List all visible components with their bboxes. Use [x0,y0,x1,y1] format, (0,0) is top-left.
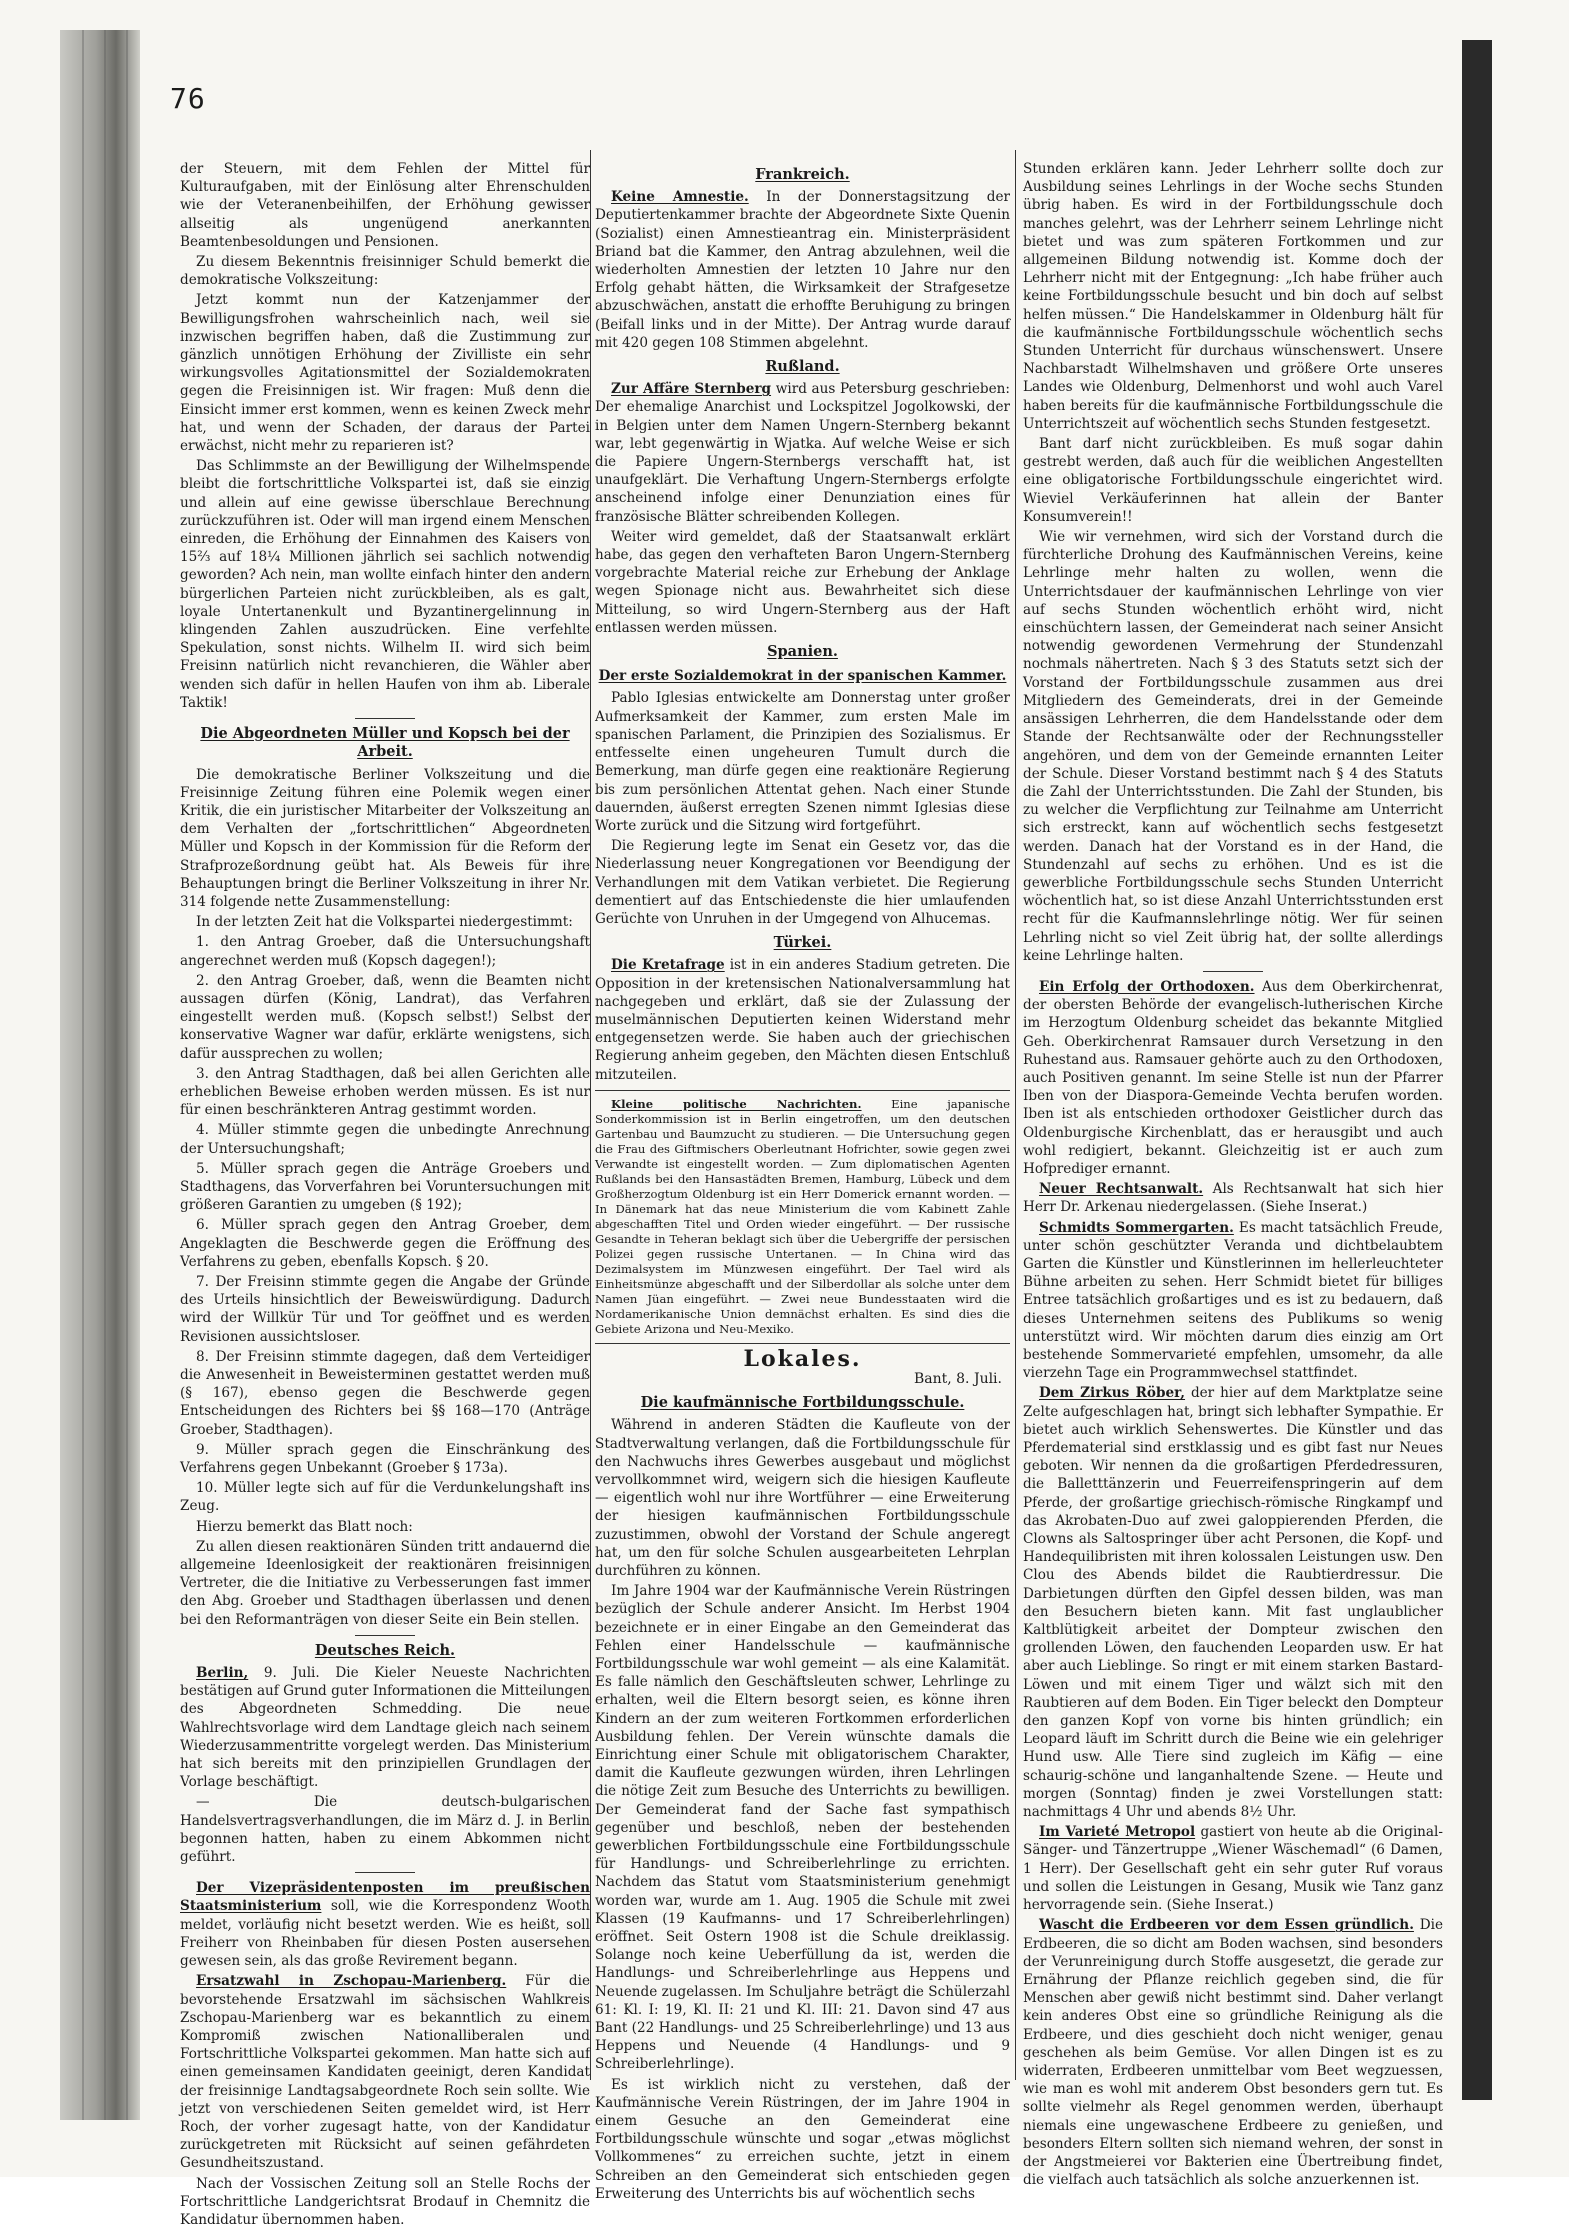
article-heading: Die kaufmännische Fortbildungsschule. [640,1394,965,1412]
section-heading: Türkei. [773,934,832,952]
page-edge-shadow [1462,40,1492,2100]
paragraph [595,956,1010,1083]
list-item: 4. Müller stimmte gegen die unbedingte Anrechnung der Untersuchungshaft; [180,1122,590,1157]
section-heading: Rußland. [765,358,840,376]
item-heading: Ersatzwahl in Zschopau-Marienberg. [196,1973,507,1990]
section-heading: Spanien. [767,643,838,661]
separator [1203,971,1263,972]
paragraph: Es ist wirklich nicht zu verstehen, daß der Kaufmännische Verein Rüstringen, der im Jahre 1904 in einem Gesuche an den Gemeinderat eine Fortbildungsschule wünschte und sogar „etwas möglichst Vollkommenes“ zu erreichen suchte, jetzt in einem Schreiben an den Gemeinderat sich entschieden gegen Erweiterung des Unterrichts bis auf wöchentlich sechs [595,2076,1010,2202]
paragraph-text: soll, wie die Korrespondenz Wooth meldet, vorläufig nicht besetzt werden. Wie es heißt, soll Freiherr von Rheinbaben für diesen Posten ausersehen gewesen sein, als das große Revirement begann. [180,1898,590,1970]
paragraph [595,1097,1010,1337]
paragraph [180,1664,590,1791]
paragraph-text: Die Erdbeeren, die so dicht am Boden wachsen, sind besonders der Verunreinigung durch Stoffe ausgesetzt, die gerade zur Ernährung der Pflanze reichlich gegeben sind, die für Menschen aber gewiß nicht bestimmt sind. Daher verlangt kein anderes Obst eine so gründliche Reinigung als die Erdbeere, und dies geschieht doch nicht weniger, genau geschehen als beim Gemüse. Vor allen Dingen ist es zu widerraten, Erdbeeren unmittelbar vom Beet wegzuessen, wie man es wohl mit anderem Obst besonders gern tut. Es sollte vielmehr als Regel genommen werden, überhaupt niemals eine ungewaschene Erdbeere zu genießen, und besonders Eltern sollten sich niemand wehren, der sonst in der Angstmeierei vor Bakterien eine Übertreibung findet, die vielfach auch tatsächlich als solche anzuerkennen ist. [1023,1917,1444,2189]
separator [595,1343,1010,1344]
paragraph: In der letzten Zeit hat die Volkspartei niedergestimmt: [196,914,573,931]
paragraph-text: der hier auf dem Marktplatze seine Zelte aufgeschlagen hat, bringt sich lebhafter Sympathie. Er bietet auch wirklich Sehenswertes. Die Künstler und das Pferdematerial sind erstklassig und es gibt fast nur Neues geboten. Wir nennen da die großartigen Pferdedressuren, die Balletttänzerin und Feuerreifenspringerin auf dem Pferde, der großartige griechisch-römische Ringkampf und das Akrobaten-Duo auf zwei galoppierenden Pferden, die Clowns als Saltospringer über acht Personen, die Kopf- und Handequilibristen mit ihren kolossalen Leistungen usw. Den Clou des Abends bildet die Raubtierdressur. Die Darbietungen dürften den Gipfel dessen bilden, was man den Besuchern bieten kann. Mit fast unglaublicher Kaltblütigkeit arbeitet der Dompteur zwischen den grollenden Löwen, den fauchenden Leoparden usw. Er hat aber auch Lieblinge. So ringt er mit einem starken Bastard-Löwen und mit einem Tiger und wälzt sich mit den Raubtieren auf dem Boden. Ein Tiger beleckt den Dompteur den ganzen Kopf von vorne bis hinten gründlich; ein Leopard läuft im Schritt durch die Beine wie ein gelehriger Hund usw. Alle Tiere sind zugleich im Käfig — eine schaurig-schöne und langanhaltende Szene. — Heute und morgen (Sonntag) finden je zwei Vorstellungen statt: nachmittags 4 Uhr und abends 8½ Uhr. [1023,1385,1443,1821]
article-subheading: Der erste Sozialdemokrat in der spanischen Kammer. [598,668,1007,685]
item-heading: Schmidts Sommergarten. [1039,1219,1234,1236]
item-heading: Zur Affäre Sternberg [611,381,772,398]
place-name: Berlin, [196,1665,249,1682]
paragraph [1023,1823,1443,1914]
paragraph: Weiter wird gemeldet, daß der Staatsanwalt erklärt habe, das gegen den verhafteten Baron Ungern-Sternberg vorgebrachte Material reiche zur Erhebung der Anklage wegen Spionage nicht aus. Bewahrheitet sich diese Mitteilung, so wird Ungern-Sternberg aus der Haft entlassen werden müssen. [595,528,1010,636]
paragraph: Wie wir vernehmen, wird sich der Vorstand durch die fürchterliche Drohung des Kaufmännischen Vereins, keine Lehrlinge mehr halten zu wollen, wenn die Unterrichtsdauer der kaufmännischen Lehrlinge von vier auf sechs Stunden wöchentlich erhöht wird, nicht einschüchtern lassen, der Gemeinderat nach seiner Ansicht notwendig gewordenen Vermehrung der Stundenzahl nochmals nähertreten. Nach § 3 des Statuts setzt sich der Vorstand der Fortbildungsschule zusammen aus drei Mitgliedern des Gemeinderats, drei in der Gemeinde ansässigen Lehrherren, die dem Handelsstande oder dem Stande der Rechtsanwälte oder der Rechnungssteller angehören, und dem von der Gemeinde ernannten Leiter der Schule. Dieser Vorstand bestimmt nach § 4 des Statuts die Zahl der Unterrichtsstunden. Die Zahl der Stunden, bis zu welcher die Verpflichtung zur Teilnahme am Unterricht sich erstreckt, kann auf wöchentlich sechs festgesetzt werden. Danach hat der Vorstand es in der Hand, die Stundenzahl auf sechs zu erhöhen. Und es ist die gewerbliche Fortbildungsschule sechs Stunden Unterricht wöchentlich hat, so ist diese Anzahl Unterrichtsstunden erst recht für die Kaufmannslehrlinge nötig. Wer für seinen Lehrling nicht so viel Zeit übrig hat, der sollte allerdings keine Lehrlinge halten. [1023,529,1443,964]
separator [355,718,415,719]
paragraph-text: 9. Juli. Die Kieler Neueste Nachrichten bestätigen auf Grund guter Informationen die Mitteilungen des Abgeordneten Schmedding. Die neue Wahlrechtsvorlage wird dem Landtage gleich nach seinem Wiederzusammentritte vorgelegt werden. Das Ministerium hat sich bereits mit den prinzipiellen Grundlagen der Vorlage beschäftigt. [180,1665,591,1791]
paragraph-text: Es macht tatsächlich Freude, unter schön geschützter Veranda und dichtbelaubtem Garten die Künstler und Künstlerinnen im hellerleuchteter Bühne arbeiten zu sehen. Herr Schmidt bietet für billiges Entree tatsächlich großartiges und es ist zu bedauern, daß dieses Unternehmen seitens des Publikums so wenig unterstützt wird. Wir möchten darum dies einzig am Ort bestehende Sommervarieté empfehlen, umsomehr, da alle vierzehn Tage ein Programmwechsel stattfindet. [1023,1219,1443,1382]
list-item: 3. den Antrag Stadthagen, daß bei allen Gerichten alle erheblichen Beweise erhoben werden müssen. Es ist nur für einen beschränkteren Antrag gestimmt worden. [180,1065,590,1119]
paragraph: Die demokratische Berliner Volkszeitung und die Freisinnige Zeitung führen eine Polemik wegen einer Kritik, die ein juristischer Mitarbeiter der Volkszeitung an dem Verhalten der „fortschrittlichen“ Abgeordneten Müller und Kopsch in der Kommission für die Reform der Strafprozeßordnung geübt hat. Als Beweis für ihre Behauptungen bringt die Berliner Volkszeitung in ihrer Nr. 314 folgende nette Zusammenstellung: [180,766,590,910]
paragraph: der Steuern, mit dem Fehlen der Mittel für Kulturaufgaben, mit der Einlösung alter Ehrenschulden wie der Veteranenbeihilfen, der Erhöhung gewisser allseitig als ungenügend anerkannten Beamtenbesoldungen und Pensionen. [180,161,590,250]
column-3 [1023,160,1444,2189]
column-rule [1015,150,1016,2080]
section-heading: Lokales. [743,1345,862,1372]
separator [355,1635,415,1636]
paragraph: Bant darf nicht zurückbleiben. Es muß sogar dahin gestrebt werden, daß auch für die weiblichen Angestellten eine obligatorische Fortbildungsschule eingerichtet wird. Wieviel Verkäuferinnen hat allein der Banter Konsumverein!! [1023,436,1443,525]
column-1 [180,160,591,2228]
item-heading: Ein Erfolg der Orthodoxen. [1039,978,1255,995]
article-heading: Die Abgeordneten Müller und Kopsch bei der Arbeit. [200,725,570,761]
item-heading: Kleine politische Nachrichten. [611,1096,862,1111]
paragraph-text: gastiert von heute ab die Original-Sänger- und Tänzertruppe „Wiener Wäschemadl“ (6 Damen, 1 Herr). Der Gesellschaft geht ein sehr guter Ruf voraus und sollen die Leistungen in Gesang, Musik wie Tanz ganz hervorragende sein. (Siehe Inserat.) [1023,1824,1443,1914]
separator [355,1872,415,1873]
item-heading: Keine Amnestie. [611,189,749,206]
paragraph [1023,1384,1443,1821]
book-binding [60,30,140,2120]
paragraph-text: Für die bevorstehende Ersatzwahl im sächsischen Wahlkreis Zschopau-Marienberg war es bekanntlich zu einem Kompromiß zwischen Nationalliberalen und Fortschrittliche Volkspartei gekommen. Man hatte sich auf einen gemeinsamen Kandidaten geeinigt, deren Kandidat der freisinnige Landtagsabgeordnete Roch sein sollte. Wie jetzt von verschiedenen Seiten gemeldet wird, ist Herr Roch, der vorher zugesagt hatte, von der Kandidatur zurückgetreten mit Rücksicht auf seinen gefährdeten Gesundheitszustand. [180,1973,590,2172]
list-item: 6. Müller sprach gegen den Antrag Groeber, dem Angeklagten die Beschwerde gegen die Eröffnung des Verfahrens zu geben, ebenfalls Kopsch. § 20. [180,1217,590,1270]
list-item: 5. Müller sprach gegen die Anträge Groebers und Stadthagens, das Vorverfahren bei Voruntersuchungen mit größeren Garantien zu umgeben (§ 192); [180,1160,590,1214]
paragraph: Stunden erklären kann. Jeder Lehrherr sollte doch zur Ausbildung seines Lehrlings in der Woche sechs Stunden übrig haben. Es wird in der Fortbildungsschule doch manches gelehrt, was der Lehrherr seinem Lehrlinge nicht bietet und was zum späteren Fortkommen und zur allgemeinen Bildung notwendig ist. Komme doch der Lehrherr nicht mit der Entgegnung: „Ich habe früher auch keine Fortbildungsschule besucht und bin doch auf selbst helfen müssen.“ Die Handelskammer in Oldenburg hält für die kaufmännische Fortbildungsschule wöchentlich sechs Stunden Unterricht für durchaus wünschenswert. Unsere Nachbarstadt Wilhelmshaven und größere Orte unseres Landes wie Oldenburg, Delmenhorst und wohl auch Varel haben bereits für die kaufmännische Fortbildungsschule die Unterrichtszeit auf wöchentlich sechs Stunden festgesetzt. [1023,161,1443,432]
paragraph [1023,1916,1443,2189]
paragraph-text: Als Rechtsanwalt hat sich hier Herr Dr. Arkenau niedergelassen. (Siehe Inserat.) [1023,1181,1443,1216]
item-heading: Im Varieté Metropol [1039,1824,1196,1841]
list-item: 10. Müller legte sich auf für die Verdunkelungshaft ins Zeug. [180,1480,590,1515]
paragraph-text: ist in ein anderes Stadium getreten. Die Opposition in der kretensischen Nationalversammlung hat nachgegeben und erklärt, daß sie der Zulassung der muselmännischen Deputierten keinen Widerstand mehr entgegensetzen werde. Sie haben auch der griechischen Regierung anheim gegeben, den Mächten diesen Entschluß mitzuteilen. [595,957,1010,1083]
list-item: 9. Müller sprach gegen die Einschränkung des Verfahrens gegen Unbekannt (Groeber § 173a). [180,1441,590,1477]
list-item: 2. den Antrag Groeber, daß, wenn die Beamten nicht aussagen dürfen (König, Landrat), das Verfahren eingestellt werden muß. (Kopsch selbst!) Selbst der konservative Wagner war dafür, erklärte wenigstens, sich dafür aussprechen zu wollen; [180,972,590,1062]
paragraph [595,188,1010,352]
paragraph: Hierzu bemerkt das Blatt noch: [196,1518,413,1535]
separator [595,1090,1010,1091]
section-heading: Frankreich. [755,166,850,183]
item-heading: Wascht die Erdbeeren vor dem Essen gründlich. [1039,1917,1414,1934]
paragraph-text: wird aus Petersburg geschrieben: Der ehemalige Anarchist und Lockspitzel Jogolkowski, der in Belgien unter dem Namen Ungern-Sternberg bekannt war, lebt gegenwärtig in Wjatka. Auf welche Weise er sich die Papiere Ungern-Sternbergs verschafft hat, ist unaufgeklärt. Die Verhaftung Ungern-Sternbergs erfolgte anscheinend infolge einer Denunziation eines für französische Blätter schreibenden Kollegen. [595,381,1010,525]
paragraph [595,380,1010,526]
paragraph: — Die deutsch-bulgarischen Handelsvertragsverhandlungen, die im März d. J. in Berlin begonnen hatten, haben zu einem Abkommen nicht geführt. [180,1794,590,1866]
list-item: 8. Der Freisinn stimmte dagegen, daß dem Verteidiger die Anwesenheit in Beweisterminen gestattet werden muß (§ 167), ebenso gegen die Beschwerde gegen Entscheidungen des Richters bei §§ 168—170 (Anträge Groeber, Stadthagen). [180,1348,590,1438]
list-item: 7. Der Freisinn stimmte gegen die Angabe der Gründe des Urteils hinsichtlich der Beweiswürdigung. Dadurch wird der Willkür Tür und Tor geöffnet und es werden Revisionen aussichtsloser. [180,1273,590,1345]
paragraph: Jetzt kommt nun der Katzenjammer der Bewilligungsfrohen wahrscheinlich nach, weil sie inzwischen begriffen haben, daß die Zustimmung zur gänzlich unnötigen Erhöhung der Zivilliste ein sehr wirkungsvolles Agitationsmittel der Sozialdemokraten gegen die Freisinnigen ist. Wir fragen: Muß denn die Einsicht immer erst kommen, wenn es keinen Zweck mehr hat, und wenn der Schaden, der daraus der Partei erwächst, nicht mehr zu reparieren ist? [180,292,590,455]
paragraph: Die Regierung legte im Senat ein Gesetz vor, das die Niederlassung neuer Kongregationen vor Beendigung der Verhandlungen mit dem Vatikan verbietet. Die Regierung dementiert auf das Entschiedenste die hier umlaufenden Gerüchte von Unruhen in der Umgegend von Alhucemas. [595,838,1010,927]
paragraph-text: Aus dem Oberkirchenrat, der obersten Behörde der evangelisch-lutherischen Kirche im Herzogtum Oldenburg scheidet das bekannte Mitglied Geh. Oberkirchenrat Ramsauer durch Versetzung in den Ruhestand aus. Ramsauer gehörte auch zu den Orthodoxen, auch Positiven genannt. Im seine Stelle ist nun der Pfarrer Iben von der Diaspora-Gemeinde Vechta berufen worden. Iben ist als entschieden orthodoxer Geistlicher durch das Oldenburgische Kirchenblatt, das er herausgibt und auch wohl redigiert, bekannt. Gleichzeitig ist er auch zum Hofprediger ernannt. [1023,978,1444,1177]
list-item: 1. den Antrag Groeber, daß die Untersuchungshaft angerechnet werden muß (Kopsch dagegen!); [180,934,590,969]
dateline: Bant, 8. Juli. [913,1370,1002,1387]
item-heading: Dem Zirkus Röber, [1039,1385,1186,1402]
column-2 [595,160,1010,2202]
item-heading: Die Kretafrage [611,957,725,974]
paragraph [180,1972,590,2172]
paragraph [1023,978,1443,1178]
paragraph [180,1879,590,1970]
paragraph-text: In der Donnerstagsitzung der Deputiertenkammer brachte der Abgeordnete Sixte Quenin (Sozialist) einen Amnestieantrag ein. Ministerpräsident Briand bat die Kammer, den Antrag abzulehnen, weil die wiederholten Amnestien der letzten 10 Jahre nur den Erfolg gehabt hätten, die Wirksamkeit der Strafgesetze abzuschwächen, anstatt die erhoffte Beruhigung zu bringen (Beifall links und in der Mitte). Der Antrag wurde darauf mit 420 gegen 108 Stimmen abgelehnt. [595,189,1010,351]
paragraph: Pablo Iglesias entwickelte am Donnerstag unter großer Aufmerksamkeit der Kammer, zum ersten Male im spanischen Parlament, die Prinzipien des Sozialismus. Er entfesselte einen ungeheuren Tumult durch die Bemerkung, man dürfe gegen eine reaktionäre Regierung bis zum persönlichen Attentat gehen. Nach einer Stunde dauernden, äußerst erregten Szenen nimmt Iglesias diese Worte zurück und die Sitzung wird fortgeführt. [595,690,1010,834]
paragraph [1023,1180,1443,1216]
paragraph: Zu allen diesen reaktionären Sünden tritt andauernd die allgemeine Ideenlosigkeit der reaktionären freisinnigen Vertreter, die die Initiative zu Verbesserungen fast immer den Abg. Groeber und Stadthagen überlassen und denen bei den Reformanträgen von dieser Seite ein Bein stellen. [180,1538,590,1628]
paragraph: Im Jahre 1904 war der Kaufmännische Verein Rüstringen bezüglich der Schule anderer Ansicht. Im Herbst 1904 bezeichnete er in einer Eingabe an den Gemeinderat das Fehlen einer Handelsschule — kaufmännische Fortbildungsschule war wohl gemeint — als eine Kalamität. Es falle nämlich den Geschäftsleuten schwer, Lehrlinge zu erhalten, weil die Eltern besorgt seien, es könne ihren Kindern an der zum weiteren Fortkommen erforderlichen Ausbildung fehlen. Der Verein wünschte damals die Einrichtung einer Schule mit obligatorischem Charakter, damit die Kaufleute gezwungen würden, ihren Lehrlingen die nötige Zeit zum Besuche des Unterrichts zu bewilligen. Der Gemeinderat fand der Sache fast sympathisch gegenüber und beschloß, neben der bestehenden gewerblichen Fortbildungsschule eine Fortbildungsschule für Handlungs- und Schreiberlehrlinge zu errichten. Nachdem das Statut vom Staatsministerium genehmigt worden war, wurde am 1. Aug. 1905 die Schule mit zwei Klassen (19 Kaufmanns- und 17 Schreiberlehrlingen) eröffnet. Seit Ostern 1908 ist die Schule dreiklassig. Solange noch keine Ueberfüllung da ist, werden die Handlungs- und Schreiberlehrlinge aus Heppens und Neuende zugelassen. Im Schuljahre beträgt die Schülerzahl 61: Kl. I: 19, Kl. II: 21 und Kl. III: 21. Davon sind 47 aus Bant (22 Handlungs- und 25 Schreiberlehrlinge) und 13 aus Heppens und Neuende (4 Handlungs- und 9 Schreiberlehrlinge). [595,1583,1010,2073]
item-heading: Neuer Rechtsanwalt. [1039,1181,1204,1198]
paragraph: Nach der Vossischen Zeitung soll an Stelle Rochs der Fortschrittliche Landgerichtsrat Brodauf in Chemnitz die Kandidatur übernommen haben. [180,2175,590,2228]
paragraph: Während in anderen Städten die Kaufleute von der Stadtverwaltung verlangen, daß die Fortbildungsschule für den Nachwuchs ihres Gewerbes ausgebaut und möglichst vervollkommnet wird, weigern sich die hiesigen Kaufleute — eigentlich wohl nur ihre Wortführer — eine Erweiterung der hiesigen kaufmännischen Fortbildungsschule zuzustimmen, obwohl der Vorstand der Schule angeregt hat, um den für solche Schulen ausgearbeiteten Lehrplan durchführen zu können. [595,1417,1010,1579]
paragraph: Zu diesem Bekenntnis freisinniger Schuld bemerkt die demokratische Volkszeitung: [180,254,590,289]
paragraph [1023,1219,1443,1383]
page-number: 76 [170,82,206,115]
column-rule [590,150,591,2080]
item-heading: Der Vizepräsidentenposten im preußischen Staatsministerium [180,1880,590,1915]
paragraph: Das Schlimmste an der Bewilligung der Wilhelmspende bleibt die fortschrittliche Volkspartei ist, daß sie einzig und allein auf eine gewisse überschlaue Berechnung zurückzuführen ist. Oder will man irgend einem Menschen einreden, die Erhöhung der Einnahmen des Kaisers von 15⅔ auf 18¼ Millionen jährlich sei sachlich notwendig geworden? Ach nein, man wollte einfach hinter den andern bürgerlichen Parteien nicht zurückbleiben, als es galt, loyale Untertanenkult und Byzantinergelinnung in klingenden Zahlen auszudrücken. Eine verfehlte Spekulation, sonst nichts. Wilhelm II. wird sich beim Freisinn natürlich nicht revanchieren, die Wähler aber wenden sich dafür in hellen Haufen von ihm ab. Liberale Taktik! [180,458,590,711]
section-heading: Deutsches Reich. [314,1641,456,1659]
paragraph-text: Eine japanische Sonderkommission ist in Berlin eingetroffen, um den deutschen Gartenbau und Baumzucht zu studieren. — Die Untersuchung gegen die Frau des Giftmischers Oberleutnant Hofrichter, sowie gegen zwei Verwandte ist eingestellt worden. — Zum diplomatischen Agenten Rußlands bei den Hansastädten Bremen, Hamburg, Lübeck und dem Großherzogtum Oldenburg ist ein Herr Domerick ernannt worden. — In Dänemark hat das neue Ministerium die vom Kabinett Zahle abgeschafften Titel und Orden wieder eingeführt. — Der russische Gesandte in Teheran beklagt sich über die Uebergriffe der persischen Polizei gegen russische Untertanen. — In China wird das Dezimalsystem im Münzwesen eingeführt. Der Tael wird als Einheitsmünze abgeschafft und der Silberdollar als solche unter dem Namen Jüan eingeführt. — Zwei neue Bundesstaaten wird die Nordamerikanische Union demnächst erhalten. Es sind dies die Gebiete Arizona und Neu-Mexiko. [595,1096,1010,1336]
